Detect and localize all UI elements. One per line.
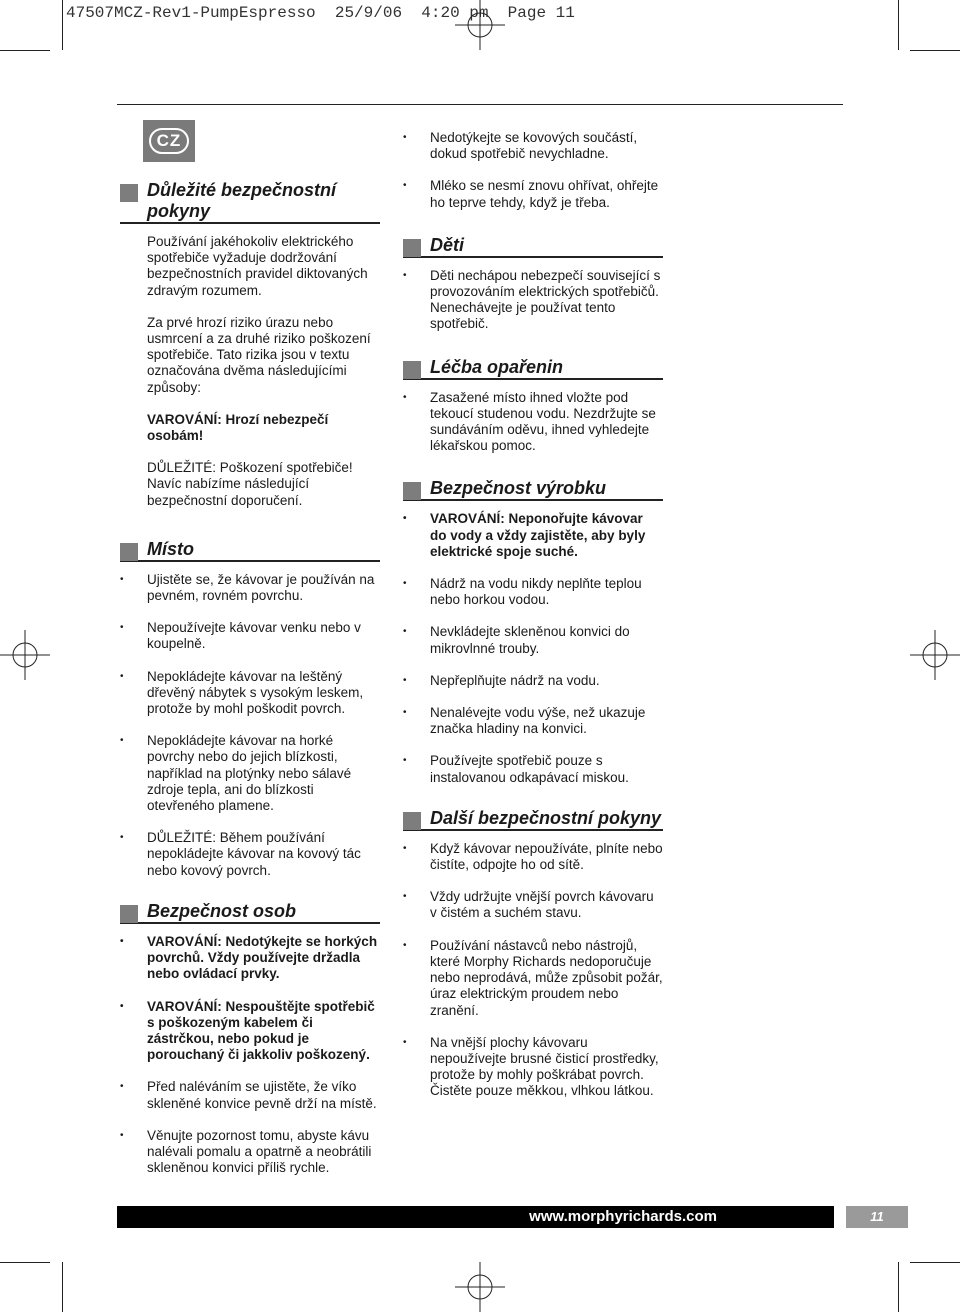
list-item [403, 753, 663, 785]
page-number: 11 [846, 1206, 908, 1228]
list-item [120, 733, 380, 814]
bullet-icon: • [120, 1081, 124, 1093]
list-item [120, 572, 380, 604]
bullet-list [403, 841, 663, 1100]
language-badge [143, 120, 195, 162]
crop-mark [910, 50, 960, 51]
bullet-icon: • [403, 891, 407, 903]
bullet-list [403, 390, 663, 455]
bullet-icon: • [403, 132, 407, 143]
paragraph: Používání jakéhokoliv elektrického spotřebiče vyžaduje dodržování bezpečnostních pravidel diktovaných zdravým rozumem. [147, 234, 368, 298]
crop-mark [910, 1262, 960, 1263]
bullet-icon: • [403, 269, 407, 281]
list-item-text: VAROVÁNÍ: Nespouštějte spotřebič s poškozeným kabelem či zástrčkou, nebo pokud je porouchaný či jakkoliv poškozený. [147, 998, 375, 1063]
list-item [403, 576, 663, 608]
list-item [403, 1035, 663, 1100]
bullet-icon: • [403, 578, 407, 590]
list-item-text: Nepřeplňujte nádrž na vodu. [430, 672, 600, 688]
warning-paragraph: VAROVÁNÍ: Hrozí nebezpečí osobám! [147, 411, 329, 444]
paragraph: DŮLEŽITÉ: Poškození spotřebiče! Navíc nabízíme následující bezpečnostní doporučení. [147, 460, 353, 508]
heading-square-icon [403, 812, 421, 830]
heading-title: Místo [147, 538, 194, 559]
print-slug: 47507MCZ-Rev1-PumpEspresso 25/9/06 4:20 pm Page 11 [66, 4, 575, 22]
bullet-icon: • [403, 626, 407, 638]
list-item-text: Na vnější plochy kávovaru nepoužívejte brusné čisticí prostředky, protože by mohly poškrábat povrch. Čistěte pouze měkkou, vlhkou látkou. [430, 1034, 659, 1099]
heading-title: Důležité bezpečnostní pokyny [147, 180, 337, 221]
bullet-icon: • [120, 622, 124, 634]
list-item [120, 1128, 380, 1177]
registration-mark-icon [455, 1262, 505, 1312]
list-item-text: VAROVÁNÍ: Nedotýkejte se horkých povrchů. Vždy používejte držadla nebo ovládací prvky. [147, 933, 378, 982]
language-badge-label: CZ [149, 128, 190, 154]
list-item-text: VAROVÁNÍ: Neponořujte kávovar do vody a vždy zajistěte, aby byly elektrické spoje suché. [430, 511, 646, 559]
list-item [403, 178, 663, 210]
heading-square-icon [120, 184, 138, 202]
list-item [120, 999, 380, 1064]
right-column [403, 130, 663, 1116]
bullet-icon: • [120, 670, 124, 682]
list-item-text: Vždy udržujte vnější povrch kávovaru v čistém a suchém stavu. [430, 889, 654, 921]
crop-mark [62, 0, 63, 50]
list-item [403, 130, 663, 162]
bullet-list [403, 268, 663, 333]
list-item-text: Nepokládejte kávovar na horké povrchy nebo do jejich blízkosti, například na plotýnky nebo sálavé zdroje tepla, ani do blízkosti otevřeného plamene. [147, 733, 352, 814]
bullet-icon: • [403, 391, 407, 403]
section-heading [120, 539, 380, 562]
bullet-icon: • [403, 939, 407, 951]
bullet-icon: • [403, 842, 407, 854]
crop-mark [0, 50, 50, 51]
heading-title: Léčba opařenin [430, 356, 564, 377]
registration-mark-icon [910, 630, 960, 680]
heading-title: Bezpečnost osob [147, 900, 297, 921]
bullet-list [403, 511, 663, 785]
list-item [403, 390, 663, 455]
paragraph: Za prvé hrozí riziko úrazu nebo usmrcení a za druhé riziko poškození spotřebiče. Tato rizika jsou v textu označována dvěma následujícími způsoby: [147, 314, 371, 395]
bullet-icon: • [120, 735, 124, 747]
left-column [120, 180, 380, 1192]
list-item [120, 830, 380, 879]
list-item-text: Zasažené místo ihned vložte pod tekoucí studenou vodu. Nezdržujte se sundáváním oděvu, ihned vyhledejte lékařskou pomoc. [430, 389, 656, 454]
section-heading [403, 478, 663, 501]
bullet-icon: • [120, 573, 124, 585]
list-item-text: Používání nástavců nebo nástrojů, které Morphy Richards nedoporučuje nebo neprodává, může způsobit požár, úraz elektrickým proudem nebo zranění. [430, 937, 663, 1018]
heading-square-icon [403, 482, 421, 500]
list-item [403, 889, 663, 921]
list-item [403, 938, 663, 1019]
bullet-icon: • [120, 832, 124, 844]
heading-title: Další bezpečnostní pokyny [430, 807, 662, 828]
list-item-text: DŮLEŽITÉ: Během používání nepokládejte kávovar na kovový tác nebo kovový povrch. [147, 830, 361, 878]
crop-mark [0, 1262, 50, 1263]
section-heading [120, 901, 380, 924]
list-item-text: Před naléváním se ujistěte, že víko skleněné konvice pevně drží na místě. [147, 1079, 377, 1111]
list-item-text: Nenalévejte vodu výše, než ukazuje značka hladiny na konvici. [430, 705, 646, 737]
bullet-icon: • [120, 1000, 124, 1012]
list-item-text: Nedotýkejte se kovových součástí, dokud spotřebič nevychladne. [430, 130, 638, 162]
bullet-icon: • [120, 1129, 124, 1141]
list-item [120, 934, 380, 983]
bullet-icon: • [403, 180, 407, 192]
bullet-icon: • [403, 755, 407, 767]
heading-square-icon [403, 361, 421, 379]
registration-mark-icon [0, 630, 50, 680]
crop-mark [898, 1262, 899, 1312]
list-item-text: Věnujte pozornost tomu, abyste kávu nalévali pomalu a opatrně a neobrátili skleněnou konvici příliš rychle. [147, 1127, 372, 1176]
bullet-list [403, 130, 663, 211]
list-item [120, 669, 380, 718]
list-item [403, 673, 663, 689]
list-item-text: Když kávovar nepoužíváte, plníte nebo čistíte, odpojte ho od sítě. [430, 840, 663, 873]
list-item [120, 620, 380, 652]
bullet-list [120, 572, 380, 879]
crop-mark [898, 0, 899, 50]
list-item-text: Používejte spotřebič pouze s instalovanou odkapávací miskou. [430, 753, 629, 785]
heading-title: Bezpečnost výrobku [430, 478, 607, 499]
heading-square-icon [120, 905, 138, 923]
footer-website-link[interactable]: www.morphyrichards.com [529, 1208, 717, 1225]
list-item [403, 624, 663, 656]
bullet-icon: • [403, 674, 407, 686]
bullet-icon: • [403, 707, 407, 719]
registration-mark-icon [455, 0, 505, 50]
list-item-text: Děti nechápou nebezpečí související s provozováním elektrických spotřebičů. Nenechávejte je používat tento spotřebič. [430, 267, 661, 332]
page-top-rule [117, 104, 843, 105]
list-item [403, 268, 663, 333]
bullet-icon: • [120, 935, 124, 947]
heading-title: Děti [430, 234, 465, 255]
section-heading [403, 235, 663, 258]
list-item [403, 511, 663, 560]
bullet-icon: • [403, 1036, 407, 1048]
list-item-text: Mléko se nesmí znovu ohřívat, ohřejte ho teprve tehdy, když je třeba. [430, 178, 659, 210]
bullet-icon: • [403, 513, 407, 525]
list-item-text: Ujistěte se, že kávovar je používán na pevném, rovném povrchu. [147, 571, 375, 604]
heading-square-icon [120, 543, 138, 561]
list-item-text: Nepokládejte kávovar na leštěný dřevěný nábytek s vysokým leskem, protože by mohl poškodit povrch. [147, 668, 364, 717]
bullet-list [120, 934, 380, 1176]
section-heading [120, 180, 380, 224]
list-item [120, 1079, 380, 1111]
list-item-text: Nádrž na vodu nikdy neplňte teplou nebo horkou vodou. [430, 576, 642, 608]
section-heading [403, 357, 663, 380]
list-item [403, 705, 663, 737]
list-item-text: Nevkládejte skleněnou konvici do mikrovlnné trouby. [430, 624, 630, 656]
section-heading [403, 808, 663, 831]
heading-square-icon [403, 239, 421, 257]
list-item-text: Nepoužívejte kávovar venku nebo v koupelně. [147, 620, 361, 652]
list-item [403, 841, 663, 873]
crop-mark [62, 1262, 63, 1312]
